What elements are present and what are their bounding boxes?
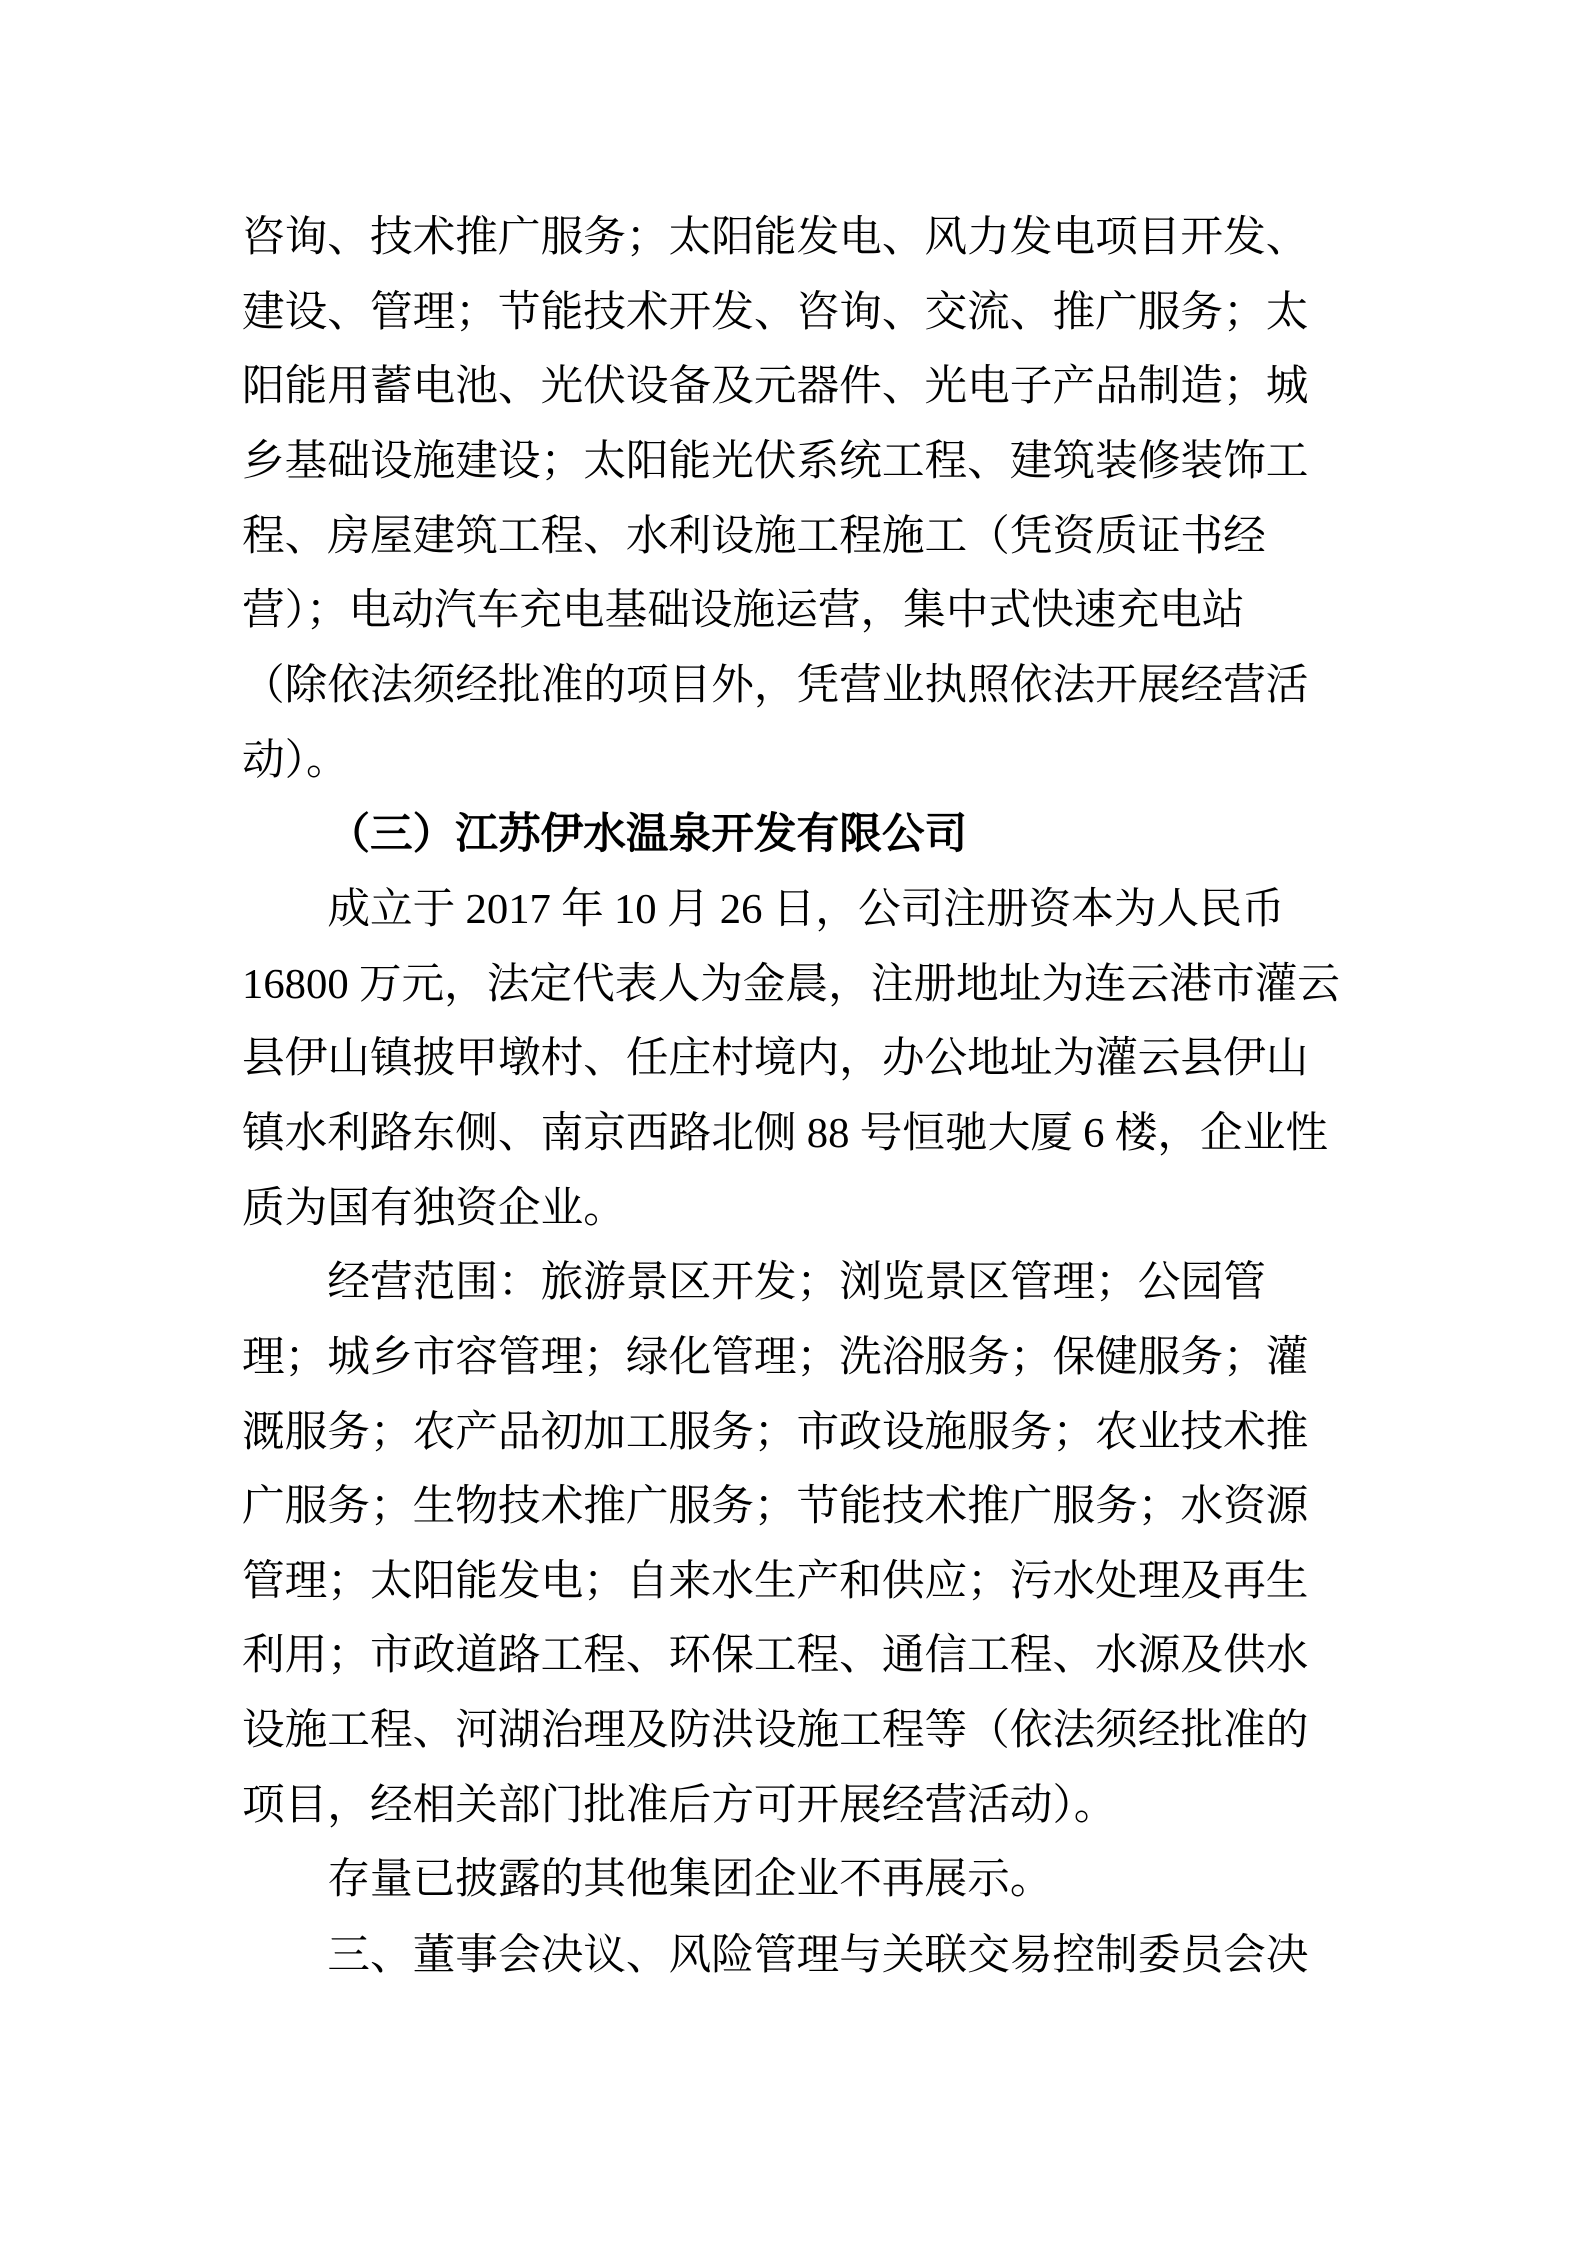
latin-run: 16800 [242,960,349,1008]
text-line: 广服务；生物技术推广服务；节能技术推广服务；水资源 [242,1483,1309,1531]
text-line: 动）。 [242,736,349,784]
text-line: 咨询、技术推广服务；太阳能发电、风力发电项目开发、 [242,214,1309,261]
text-line: 利用；市政道路工程、环保工程、通信工程、水源及供水 [242,1632,1309,1680]
text-line: 项目，经相关部门批准后方可开展经营活动）。 [242,1781,1117,1829]
text-line: （除依法须经批准的项目外，凭营业执照依法开展经营活 [242,661,1309,709]
business-scope-paragraph [242,1246,1587,1843]
latin-run: 88 [806,1109,850,1157]
text-line: 县伊山镇披甲墩村、任庄村境内，办公地址为灌云县伊山 [242,1035,1309,1083]
latin-run: 2017 [465,885,551,933]
note-text: 存量已披露的其他集团企业不再展示。 [327,1856,1053,1904]
text-line: 质为国有独资企业。 [242,1184,626,1232]
text-line: 乡基础设施建设；太阳能光伏系统工程、建筑装修装饰工 [242,437,1309,485]
text-line: 理；城乡市容管理；绿化管理；洗浴服务；保健服务；灌 [242,1333,1309,1381]
text-line: 程、房屋建筑工程、水利设施工程施工（凭资质证书经 [242,512,1266,560]
section-heading-text: 三、董事会决议、风险管理与关联交易控制委员会决 [327,1930,1309,1981]
note-paragraph [242,1843,1587,1918]
business-scope-continuation-paragraph [242,201,1587,798]
company-profile-paragraph [242,873,1587,1246]
text-line: 营）；电动汽车充电基础设施运营，集中式快速充电站 [242,587,1245,635]
text-line: 溉服务；农产品初加工服务；市政设施服务；农业技术推 [242,1408,1309,1456]
subsection-heading [242,798,1587,873]
text-line: 管理；太阳能发电；自来水生产和供应；污水处理及再生 [242,1557,1309,1605]
subsection-heading-text: （三）江苏伊水温泉开发有限公司 [327,811,968,859]
text-line: 镇水利路东侧、南京西路北侧 88 号恒驰大厦 6 楼，企业性 [242,1109,1329,1157]
latin-run: 26 [719,885,763,933]
text-line: 建设、管理；节能技术开发、咨询、交流、推广服务；太 [242,288,1309,336]
section-heading [242,1918,1587,1993]
latin-run: 6 [1083,1109,1105,1157]
text-line: 设施工程、河湖治理及防洪设施工程等（依法须经批准的 [242,1707,1309,1755]
text-line: 16800 万元，法定代表人为金晨，注册地址为连云港市灌云 [242,960,1340,1008]
text-line: 经营范围：旅游景区开发；浏览景区管理；公园管 [327,1259,1266,1307]
text-line: 阳能用蓄电池、光伏设备及元器件、光电子产品制造；城 [242,363,1309,411]
text-line: 成立于 2017 年 10 月 26 日，公司注册资本为人民币 [327,885,1285,933]
latin-run: 10 [613,885,657,933]
